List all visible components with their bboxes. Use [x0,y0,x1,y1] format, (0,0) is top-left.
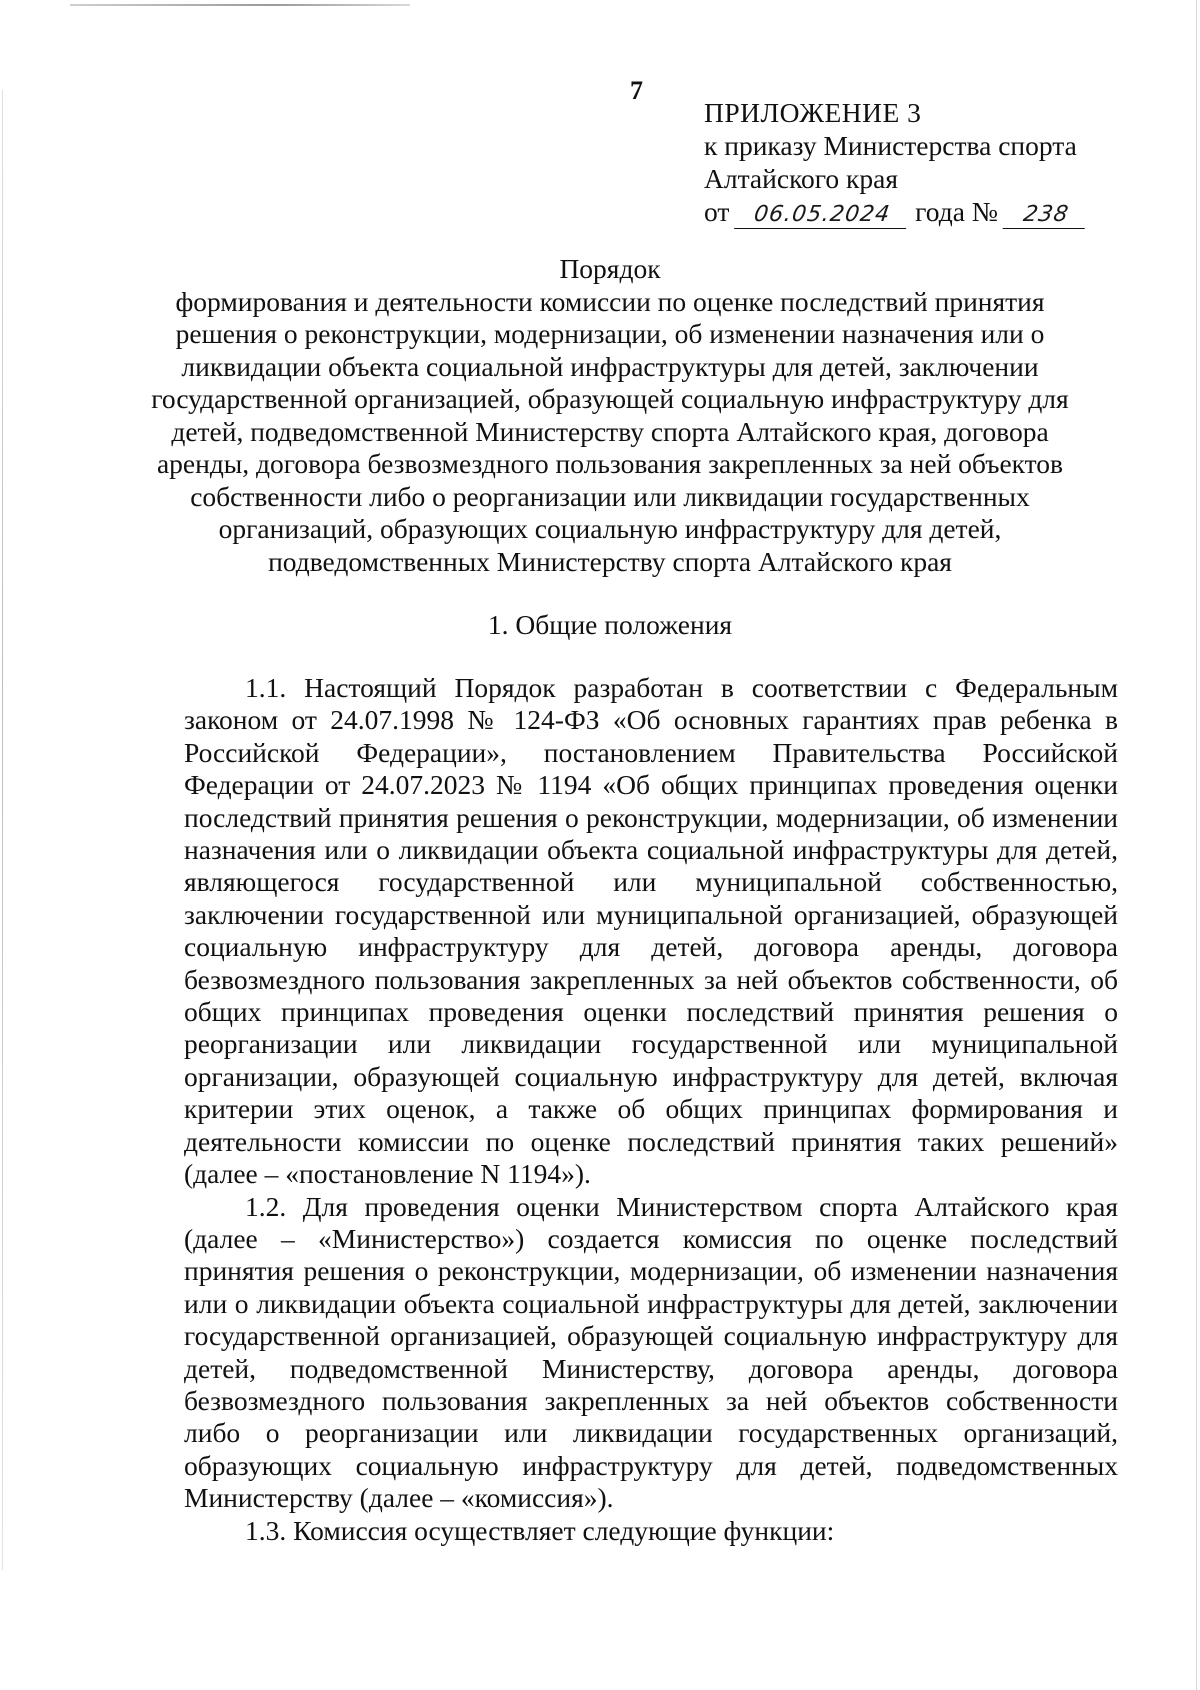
number-prefix: года № [915,196,999,227]
paragraph-1-3: 1.3. Комиссия осуществляет следующие функции: [245,1514,835,1546]
handwritten-number: 238 [1003,202,1090,229]
paragraph-1-2: 1.2. Для проведения оценки Министерством спорта Алтайского края (далее – «Министерство») создается комиссия по оценке последствий принятия решения о реконструкции, модернизации, об изменении назначения или о ликвидации объекта социальной инфраструктуры для детей, заключении государственной организацией, образующей социальную инфраструктуру для детей, подведомственной Министерству, договора аренды, договора безвозмездного пользования закрепленных за ней объектов собственности либо о реорганизации или ликвидации государственных организаций, образующих социальную инфраструктуру для детей, подведомственных Министерству (далее – «комиссия»). [184,1190,1118,1514]
appendix-date-line [704,195,1087,229]
appendix-order-line: к приказу Министерства спорта [704,130,1077,161]
document-title [150,253,1070,578]
scan-artifact-left-edge [2,90,3,1570]
handwritten-date: 06.05.2024 [734,202,910,229]
page-number: 7 [630,76,643,105]
scan-artifact-right-edge [1196,0,1197,1690]
document-title-main: Порядок [559,253,661,284]
date-prefix: от [704,196,730,227]
document-title-subtitle: формирования и деятельности комиссии по оценке последствий принятия решения о реконструкции, модернизации, об изменении назначения или о ликвидации объекта социальной инфраструктуры для детей, заключении государственной организацией, образующей социальную инфраструктуру для детей, подведомственной Министерству спорта Алтайского края, договора аренды, договора безвозмездного пользования закрепленных за ней объектов собственности либо о реорганизации или ликвидации государственных организаций, образующих социальную инфраструктуру для детей, подведомственных Министерству спорта Алтайского края [151,285,1069,577]
appendix-block [704,96,1087,229]
scan-artifact-top-line [70,4,410,6]
appendix-heading: ПРИЛОЖЕНИЕ 3 [704,97,922,128]
section-title: 1. Общие положения [487,609,733,640]
document-body [184,672,1118,1547]
paragraph-1-1: 1.1. Настоящий Порядок разработан в соответствии с Федеральным законом от 24.07.1998 № 124-ФЗ «Об основных гарантиях прав ребенка в Российской Федерации», постановлением Правительства Российской Федерации от 24.07.2023 № 1194 «Об общих принципах проведения оценки последствий принятия решения о реконструкции, модернизации, об изменении назначения или о ликвидации объекта социальной инфраструктуры для детей, являющегося государственной или муниципальной собственностью, заключении государственной или муниципальной организацией, образующей социальную инфраструктуру для детей, договора аренды, договора безвозмездного пользования закрепленных за ней объектов собственности, об общих принципах проведения оценки последствий принятия решения о реорганизации или ликвидации государственной или муниципальной организации, образующей социальную инфраструктуру для детей, включая критерии этих оценок, а также об общих принципах формирования и деятельности комиссии по оценке последствий принятия таких решений» (далее – «постановление N 1194»). [184,672,1118,1190]
appendix-region-line: Алтайского края [704,163,898,194]
